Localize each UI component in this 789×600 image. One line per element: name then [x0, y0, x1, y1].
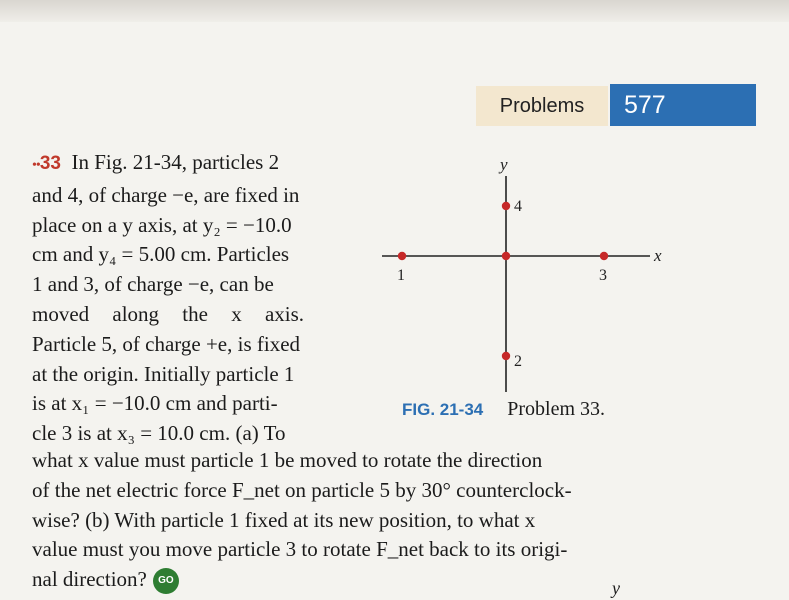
problem-line: of the net electric force F_net on particle 5 by 30° counterclock-: [32, 477, 572, 502]
page-number: 577: [624, 90, 666, 119]
problem-line: value must you move particle 3 to rotate F_net back to its origi-: [32, 537, 568, 562]
problem-line: place on a y axis, at y₂ = −10.0: [32, 212, 292, 237]
problem-line: cm and y₄ = 5.00 cm. Particles: [32, 242, 290, 267]
y-axis-label: y: [500, 155, 508, 174]
particle-1: [398, 252, 406, 260]
figure-caption: [402, 398, 605, 421]
origin-particle-5: [502, 252, 510, 260]
problem-text: nal direction?: [32, 567, 147, 592]
problem-number: 33: [39, 153, 61, 174]
problem-line: at the origin. Initially particle 1: [32, 361, 295, 386]
problem-text: In Fig. 21-34, particles 2: [71, 150, 280, 174]
section-label: Problems: [499, 94, 585, 117]
particle-4: [502, 202, 510, 210]
particle-3: [600, 252, 608, 260]
particle-2: [502, 352, 510, 360]
figure-caption-text: Problem 33.: [507, 398, 606, 420]
problem-line: what x value must particle 1 be moved to rotate the direction: [32, 448, 543, 472]
difficulty-dots: ••: [32, 158, 40, 173]
problem-line: moved along the x axis.: [32, 301, 305, 326]
particle-label-2: 2: [514, 353, 522, 370]
particle-label-3: 3: [599, 267, 607, 284]
figure-caption-label: FIG. 21-34: [402, 400, 484, 419]
particle-label-4: 4: [514, 198, 522, 215]
particle-label-1: 1: [397, 267, 405, 284]
problem-line: wise? (b) With particle 1 fixed at its new position, to what x: [32, 507, 536, 532]
stray-symbol: y: [612, 578, 620, 598]
x-axis-label: x: [654, 246, 662, 265]
problem-line: Particle 5, of charge +e, is fixed: [32, 331, 301, 356]
problem-line: is at x₁ = −10.0 cm and parti-: [32, 391, 278, 416]
problem-line: cle 3 is at x₃ = 10.0 cm. (a) To: [32, 421, 286, 446]
go-badge-icon: GO: [153, 568, 179, 594]
problem-line: and 4, of charge −e, are fixed in: [32, 182, 300, 207]
problem-line: 1 and 3, of charge −e, can be: [32, 272, 274, 297]
